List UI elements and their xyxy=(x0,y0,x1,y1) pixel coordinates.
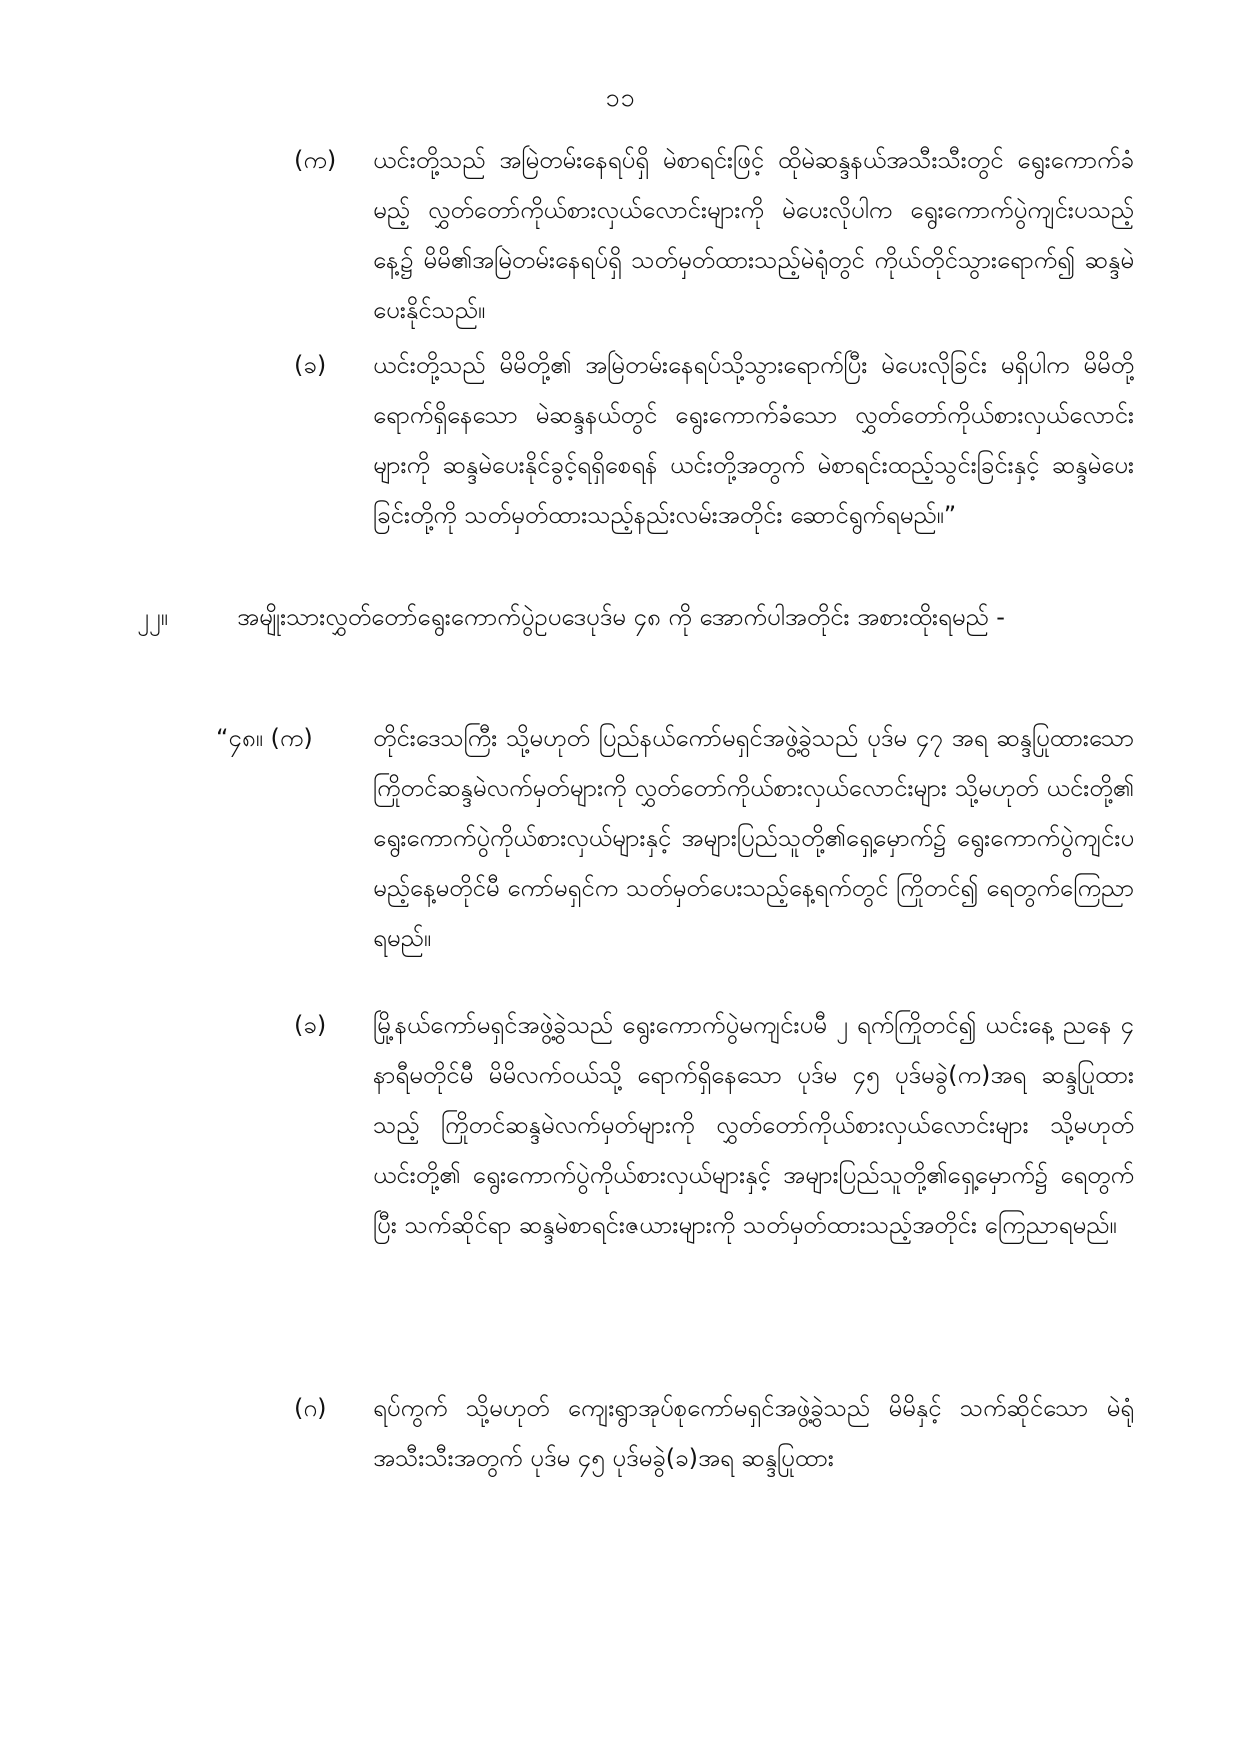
section-22 xyxy=(137,592,1134,642)
clause-text: ယင်းတို့သည် မိမိတို့၏ အမြဲတမ်းနေရပ်သို့သွားရောက်ပြီး မဲပေးလိုခြင်း မရှိပါက မိမိတို့ရောက်ရှိနေသော မဲဆန္ဒနယ်တွင် ရွေးကောက်ခံသော လွှတ်တော်ကိုယ်စားလှယ်လောင်းများကို ဆန္ဒမဲပေးနိုင်ခွင့်ရရှိစေရန် ယင်းတို့အတွက် မဲစာရင်းထည့်သွင်းခြင်းနှင့် ဆန္ဒမဲပေးခြင်းတို့ကို သတ်မှတ်ထားသည့်နည်းလမ်းအတိုင်း ဆောင်ရွက်ရမည်။” xyxy=(373,351,1134,529)
clause-48-kha xyxy=(294,1000,1134,1250)
section-text: အမျိုးသားလွှတ်တော်ရွေးကောက်ပွဲဥပဒေပုဒ်မ ၄၈ ကို အောက်ပါအတိုင်း အစားထိုးရမည် - xyxy=(237,603,1005,631)
clause-label: (ဂ) xyxy=(294,1394,327,1422)
clause-label: “၄၈။ (က) xyxy=(216,724,313,752)
clause-48-ka xyxy=(216,713,1134,963)
clause-kha xyxy=(294,340,1134,540)
clause-text: ယင်းတို့သည် အမြဲတမ်းနေရပ်ရှိ မဲစာရင်းဖြင့် ထိုမဲဆန္ဒနယ်အသီးသီးတွင် ရွေးကောက်ခံမည့် လွှတ်တော်ကိုယ်စားလှယ်လောင်းများကို မဲပေးလိုပါက ရွေးကောက်ပွဲကျင်းပသည့်နေ့၌ မိမိ၏အမြဲတမ်းနေရပ်ရှိ သတ်မှတ်ထားသည့်မဲရုံတွင် ကိုယ်တိုင်သွားရောက်၍ ဆန္ဒမဲပေးနိုင်သည်။ xyxy=(373,146,1134,324)
clause-label: (က) xyxy=(294,146,337,174)
section-paragraph xyxy=(137,592,1134,642)
clause-text: ရပ်ကွက် သို့မဟုတ် ကျေးရွာအုပ်စုကော်မရှင်အဖွဲ့ခွဲသည် မိမိနှင့် သက်ဆိုင်သော မဲရုံအသီးသီးအတွက် ပုဒ်မ ၄၅ ပုဒ်မခွဲ(ခ)အရ ဆန္ဒပြုထား xyxy=(373,1394,1134,1472)
clause-text: တိုင်းဒေသကြီး သို့မဟုတ် ပြည်နယ်ကော်မရှင်အဖွဲ့ခွဲသည် ပုဒ်မ ၄၇ အရ ဆန္ဒပြုထားသော ကြိုတင်ဆန္ဒမဲလက်မှတ်များကို လွှတ်တော်ကိုယ်စားလှယ်လောင်းများ သို့မဟုတ် ယင်းတို့၏ ရွေးကောက်ပွဲကိုယ်စားလှယ်များနှင့် အများပြည်သူတို့၏ရှေ့မှောက်၌ ရွေးကောက်ပွဲကျင်းပမည့်နေ့မတိုင်မီ ကော်မရှင်က သတ်မှတ်ပေးသည့်နေ့ရက်တွင် ကြိုတင်၍ ရေတွက်ကြေညာရမည်။ xyxy=(373,724,1134,952)
clause-label: (ခ) xyxy=(294,1011,327,1039)
section-number: ၂၂။ xyxy=(137,603,168,631)
clause-ka xyxy=(294,135,1134,335)
clause-48-ga xyxy=(294,1383,1134,1483)
clause-label: (ခ) xyxy=(294,351,327,379)
clause-text: မြို့နယ်ကော်မရှင်အဖွဲ့ခွဲသည် ရွေးကောက်ပွဲမကျင်းပမီ ၂ ရက်ကြိုတင်၍ ယင်းနေ့ ညနေ ၄ နာရီမတိုင်မီ မိမိလက်ဝယ်သို့ ရောက်ရှိနေသော ပုဒ်မ ၄၅ ပုဒ်မခွဲ(က)အရ ဆန္ဒပြုထားသည့် ကြိုတင်ဆန္ဒမဲလက်မှတ်များကို လွှတ်တော်ကိုယ်စားလှယ်လောင်းများ သို့မဟုတ် ယင်းတို့၏ ရွေးကောက်ပွဲကိုယ်စားလှယ်များနှင့် အများပြည်သူတို့၏ရှေ့မှောက်၌ ရေတွက်ပြီး သက်ဆိုင်ရာ ဆန္ဒမဲစာရင်းဇယားများကို သတ်မှတ်ထားသည့်အတိုင်း ကြေညာရမည်။ xyxy=(373,1011,1134,1239)
page-number: ၁၁ xyxy=(605,83,636,112)
